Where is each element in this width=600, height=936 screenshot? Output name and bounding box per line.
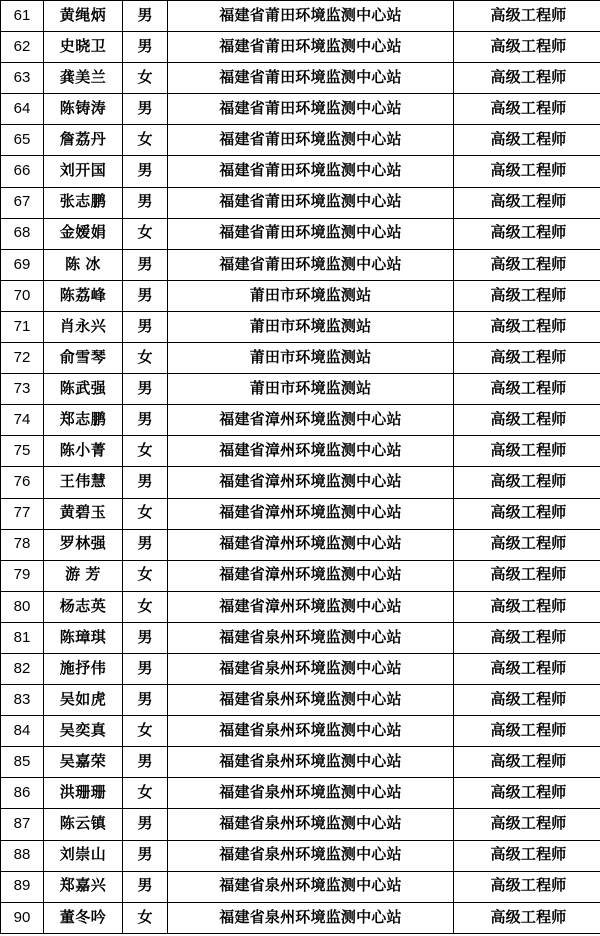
cell-professional-title: 高级工程师 <box>454 343 600 374</box>
cell-gender: 男 <box>123 871 168 902</box>
cell-professional-title: 高级工程师 <box>454 653 600 684</box>
cell-person-name: 詹荔丹 <box>44 125 123 156</box>
roster-table-body <box>1 1 600 934</box>
cell-person-name: 吴奕真 <box>44 716 123 747</box>
cell-work-unit: 福建省莆田环境监测中心站 <box>168 187 454 218</box>
table-row <box>1 747 600 778</box>
cell-work-unit: 福建省漳州环境监测中心站 <box>168 467 454 498</box>
cell-work-unit: 福建省莆田环境监测中心站 <box>168 94 454 125</box>
cell-sequence-number: 82 <box>1 653 44 684</box>
cell-work-unit: 福建省泉州环境监测中心站 <box>168 840 454 871</box>
cell-sequence-number: 85 <box>1 747 44 778</box>
cell-person-name: 杨志英 <box>44 591 123 622</box>
cell-professional-title: 高级工程师 <box>454 498 600 529</box>
cell-professional-title: 高级工程师 <box>454 622 600 653</box>
cell-person-name: 陈武强 <box>44 374 123 405</box>
cell-person-name: 董冬吟 <box>44 902 123 933</box>
cell-gender: 男 <box>123 622 168 653</box>
cell-sequence-number: 84 <box>1 716 44 747</box>
cell-work-unit: 福建省泉州环境监测中心站 <box>168 871 454 902</box>
cell-professional-title: 高级工程师 <box>454 63 600 94</box>
cell-gender: 女 <box>123 902 168 933</box>
table-row <box>1 94 600 125</box>
cell-gender: 女 <box>123 218 168 249</box>
cell-work-unit: 福建省泉州环境监测中心站 <box>168 685 454 716</box>
cell-sequence-number: 68 <box>1 218 44 249</box>
cell-gender: 男 <box>123 467 168 498</box>
cell-professional-title: 高级工程师 <box>454 156 600 187</box>
cell-sequence-number: 78 <box>1 529 44 560</box>
cell-sequence-number: 86 <box>1 778 44 809</box>
cell-professional-title: 高级工程师 <box>454 280 600 311</box>
cell-person-name: 吴嘉荣 <box>44 747 123 778</box>
cell-sequence-number: 74 <box>1 405 44 436</box>
cell-gender: 女 <box>123 498 168 529</box>
cell-person-name: 龚美兰 <box>44 63 123 94</box>
cell-person-name: 王伟慧 <box>44 467 123 498</box>
cell-sequence-number: 61 <box>1 1 44 32</box>
cell-gender: 男 <box>123 311 168 342</box>
cell-sequence-number: 77 <box>1 498 44 529</box>
cell-person-name: 陈铸涛 <box>44 94 123 125</box>
cell-work-unit: 福建省漳州环境监测中心站 <box>168 498 454 529</box>
cell-person-name: 洪珊珊 <box>44 778 123 809</box>
cell-sequence-number: 63 <box>1 63 44 94</box>
cell-person-name: 黄绳炳 <box>44 1 123 32</box>
cell-person-name: 罗林强 <box>44 529 123 560</box>
cell-gender: 男 <box>123 32 168 63</box>
cell-sequence-number: 64 <box>1 94 44 125</box>
cell-gender: 男 <box>123 1 168 32</box>
cell-person-name: 陈 冰 <box>44 249 123 280</box>
cell-person-name: 肖永兴 <box>44 311 123 342</box>
table-row <box>1 156 600 187</box>
cell-sequence-number: 83 <box>1 685 44 716</box>
cell-person-name: 游 芳 <box>44 560 123 591</box>
cell-professional-title: 高级工程师 <box>454 840 600 871</box>
cell-work-unit: 福建省莆田环境监测中心站 <box>168 125 454 156</box>
cell-professional-title: 高级工程师 <box>454 529 600 560</box>
cell-professional-title: 高级工程师 <box>454 187 600 218</box>
cell-professional-title: 高级工程师 <box>454 685 600 716</box>
table-row <box>1 436 600 467</box>
cell-sequence-number: 79 <box>1 560 44 591</box>
table-row <box>1 871 600 902</box>
cell-professional-title: 高级工程师 <box>454 467 600 498</box>
cell-person-name: 郑嘉兴 <box>44 871 123 902</box>
table-row <box>1 685 600 716</box>
cell-sequence-number: 66 <box>1 156 44 187</box>
cell-sequence-number: 62 <box>1 32 44 63</box>
cell-professional-title: 高级工程师 <box>454 218 600 249</box>
cell-gender: 女 <box>123 436 168 467</box>
cell-work-unit: 福建省莆田环境监测中心站 <box>168 1 454 32</box>
cell-gender: 男 <box>123 685 168 716</box>
table-row <box>1 591 600 622</box>
cell-work-unit: 福建省莆田环境监测中心站 <box>168 63 454 94</box>
cell-gender: 男 <box>123 94 168 125</box>
cell-professional-title: 高级工程师 <box>454 374 600 405</box>
table-row <box>1 716 600 747</box>
cell-gender: 男 <box>123 747 168 778</box>
cell-work-unit: 福建省莆田环境监测中心站 <box>168 156 454 187</box>
table-row <box>1 809 600 840</box>
cell-gender: 女 <box>123 63 168 94</box>
cell-work-unit: 福建省漳州环境监测中心站 <box>168 436 454 467</box>
cell-person-name: 张志鹏 <box>44 187 123 218</box>
cell-sequence-number: 87 <box>1 809 44 840</box>
cell-professional-title: 高级工程师 <box>454 94 600 125</box>
cell-professional-title: 高级工程师 <box>454 560 600 591</box>
table-row <box>1 218 600 249</box>
cell-work-unit: 福建省泉州环境监测中心站 <box>168 809 454 840</box>
cell-gender: 男 <box>123 809 168 840</box>
cell-work-unit: 福建省漳州环境监测中心站 <box>168 529 454 560</box>
cell-sequence-number: 73 <box>1 374 44 405</box>
cell-professional-title: 高级工程师 <box>454 405 600 436</box>
cell-professional-title: 高级工程师 <box>454 249 600 280</box>
cell-professional-title: 高级工程师 <box>454 716 600 747</box>
cell-sequence-number: 69 <box>1 249 44 280</box>
cell-professional-title: 高级工程师 <box>454 32 600 63</box>
table-row <box>1 125 600 156</box>
table-row <box>1 249 600 280</box>
table-row <box>1 902 600 933</box>
cell-work-unit: 福建省莆田环境监测中心站 <box>168 249 454 280</box>
table-row <box>1 467 600 498</box>
cell-work-unit: 福建省泉州环境监测中心站 <box>168 902 454 933</box>
cell-work-unit: 福建省泉州环境监测中心站 <box>168 716 454 747</box>
cell-professional-title: 高级工程师 <box>454 778 600 809</box>
cell-sequence-number: 67 <box>1 187 44 218</box>
table-row <box>1 405 600 436</box>
cell-work-unit: 莆田市环境监测站 <box>168 343 454 374</box>
cell-gender: 男 <box>123 156 168 187</box>
cell-professional-title: 高级工程师 <box>454 311 600 342</box>
table-row <box>1 63 600 94</box>
cell-professional-title: 高级工程师 <box>454 125 600 156</box>
cell-gender: 男 <box>123 840 168 871</box>
cell-gender: 女 <box>123 778 168 809</box>
table-row <box>1 622 600 653</box>
table-row <box>1 311 600 342</box>
table-row <box>1 1 600 32</box>
cell-person-name: 史晓卫 <box>44 32 123 63</box>
cell-work-unit: 福建省漳州环境监测中心站 <box>168 591 454 622</box>
cell-gender: 女 <box>123 716 168 747</box>
cell-professional-title: 高级工程师 <box>454 871 600 902</box>
cell-work-unit: 福建省泉州环境监测中心站 <box>168 653 454 684</box>
cell-sequence-number: 70 <box>1 280 44 311</box>
cell-sequence-number: 72 <box>1 343 44 374</box>
cell-work-unit: 莆田市环境监测站 <box>168 311 454 342</box>
cell-work-unit: 福建省泉州环境监测中心站 <box>168 747 454 778</box>
cell-person-name: 刘崇山 <box>44 840 123 871</box>
cell-sequence-number: 81 <box>1 622 44 653</box>
table-row <box>1 32 600 63</box>
cell-gender: 男 <box>123 280 168 311</box>
table-row <box>1 778 600 809</box>
cell-gender: 女 <box>123 343 168 374</box>
cell-person-name: 郑志鹏 <box>44 405 123 436</box>
cell-work-unit: 福建省泉州环境监测中心站 <box>168 778 454 809</box>
cell-professional-title: 高级工程师 <box>454 747 600 778</box>
cell-sequence-number: 80 <box>1 591 44 622</box>
table-row <box>1 840 600 871</box>
cell-sequence-number: 76 <box>1 467 44 498</box>
table-row <box>1 529 600 560</box>
cell-person-name: 黄碧玉 <box>44 498 123 529</box>
cell-sequence-number: 90 <box>1 902 44 933</box>
cell-professional-title: 高级工程师 <box>454 1 600 32</box>
cell-work-unit: 福建省漳州环境监测中心站 <box>168 405 454 436</box>
table-row <box>1 653 600 684</box>
table-row <box>1 374 600 405</box>
cell-gender: 女 <box>123 125 168 156</box>
cell-sequence-number: 71 <box>1 311 44 342</box>
cell-professional-title: 高级工程师 <box>454 436 600 467</box>
cell-professional-title: 高级工程师 <box>454 591 600 622</box>
cell-professional-title: 高级工程师 <box>454 809 600 840</box>
cell-person-name: 陈云镇 <box>44 809 123 840</box>
cell-work-unit: 莆田市环境监测站 <box>168 374 454 405</box>
cell-person-name: 俞雪琴 <box>44 343 123 374</box>
cell-person-name: 金嫒娟 <box>44 218 123 249</box>
table-row <box>1 280 600 311</box>
cell-gender: 女 <box>123 560 168 591</box>
cell-person-name: 陈璋琪 <box>44 622 123 653</box>
cell-gender: 男 <box>123 249 168 280</box>
cell-gender: 男 <box>123 187 168 218</box>
cell-person-name: 陈荔峰 <box>44 280 123 311</box>
table-row <box>1 187 600 218</box>
cell-sequence-number: 89 <box>1 871 44 902</box>
cell-gender: 男 <box>123 405 168 436</box>
cell-person-name: 施抒伟 <box>44 653 123 684</box>
cell-gender: 女 <box>123 591 168 622</box>
cell-sequence-number: 65 <box>1 125 44 156</box>
cell-gender: 男 <box>123 374 168 405</box>
cell-work-unit: 莆田市环境监测站 <box>168 280 454 311</box>
cell-person-name: 陈小菁 <box>44 436 123 467</box>
cell-work-unit: 福建省漳州环境监测中心站 <box>168 560 454 591</box>
cell-sequence-number: 75 <box>1 436 44 467</box>
cell-gender: 男 <box>123 529 168 560</box>
table-row <box>1 498 600 529</box>
cell-professional-title: 高级工程师 <box>454 902 600 933</box>
cell-sequence-number: 88 <box>1 840 44 871</box>
table-row <box>1 343 600 374</box>
cell-gender: 男 <box>123 653 168 684</box>
cell-person-name: 吴如虎 <box>44 685 123 716</box>
cell-work-unit: 福建省莆田环境监测中心站 <box>168 32 454 63</box>
table-row <box>1 560 600 591</box>
cell-work-unit: 福建省泉州环境监测中心站 <box>168 622 454 653</box>
cell-person-name: 刘开国 <box>44 156 123 187</box>
cell-work-unit: 福建省莆田环境监测中心站 <box>168 218 454 249</box>
